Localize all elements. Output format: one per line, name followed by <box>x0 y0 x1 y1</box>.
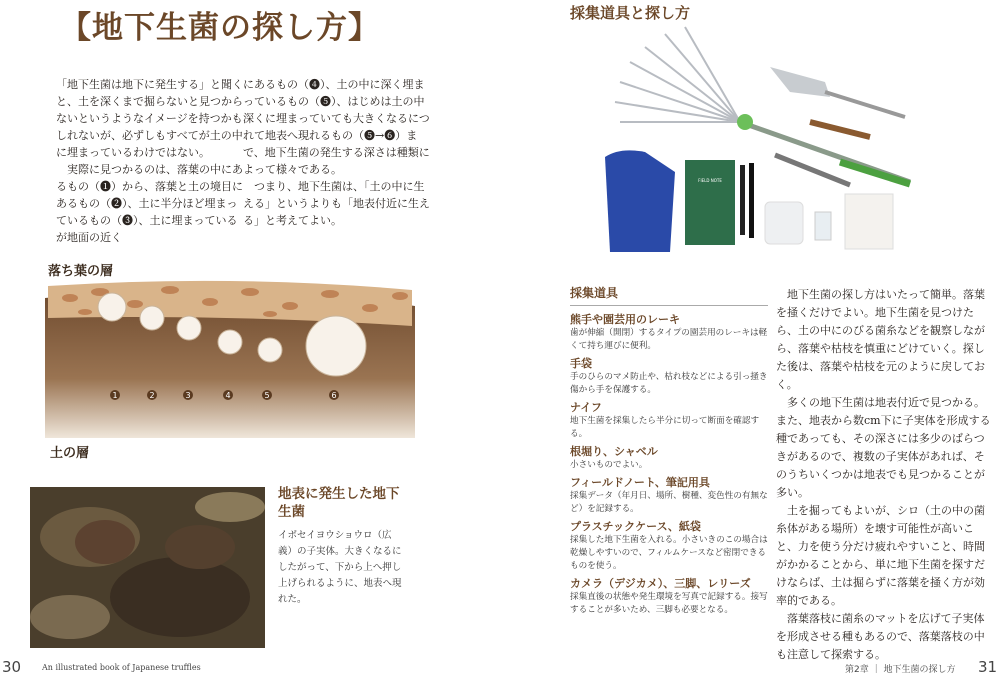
truffle-1 <box>98 293 126 321</box>
tool-desc: 手のひらのマメ防止や、枯れ枝などによる引っ掻き傷から手を保護する。 <box>570 372 768 395</box>
rake-icon <box>615 27 740 122</box>
marker-4: 4 <box>225 391 231 400</box>
running-title-right: 第2章 ｜ 地下生菌の探し方 <box>845 665 956 675</box>
truffle-5 <box>258 338 282 362</box>
paragraph: 「地下生菌は地下に発生する」と聞くと、土を深くまで掘らないと見つからないというようなイメージを持つかもしれないが、必ずしもすべてが土の中に埋まっているわけではない。 <box>56 78 243 159</box>
truffle-6 <box>306 316 366 376</box>
tool-item <box>570 356 768 397</box>
marker-6: 6 <box>331 391 337 400</box>
tool-item <box>570 312 768 353</box>
marker-3: 3 <box>185 391 191 400</box>
tool-item <box>570 519 768 573</box>
tools-photo <box>590 22 920 262</box>
photo-caption-text: イボセイヨウショウロ（広義）の子実体。大きくなるにしたがって、下から上へ押し上げられるように、地表へ現れた。 <box>278 530 402 605</box>
truffle-4 <box>218 330 242 354</box>
marker-5: 5 <box>264 391 270 400</box>
body-column-1 <box>56 76 244 246</box>
paragraph: にあるもの（❹）、土の中に深く埋まっているもの（❺）、はじめは土の中深くに埋まっていても大きくなるにつれて地表へ現れるもの（❺→❻）まで、地下生菌の発生する深さは種類によって様々である。 <box>243 78 430 176</box>
glove-icon <box>605 150 675 252</box>
tool-item <box>570 444 768 472</box>
paragraph: 落葉落枝に菌糸のマットを広げて子実体を形成させる種もあるので、落葉落枝の中も注意して探索する。 <box>776 612 985 661</box>
tools-heading: 採集道具 <box>570 286 768 306</box>
tools-list <box>570 286 768 620</box>
tool-desc: 歯が伸縮（開閉）するタイプの園芸用のレーキは軽くて持ち運びに便利。 <box>570 328 768 351</box>
truffle-2 <box>140 306 164 330</box>
tool-desc: 採集直後の状態や発生環境を写真で記録する。接写することが多いため、三脚も必要となる。 <box>570 592 768 615</box>
body-column-right <box>776 286 992 664</box>
body-column-2 <box>243 76 431 229</box>
notebook-label: FIELD NOTE <box>698 178 722 183</box>
root-digger-icon <box>810 122 870 137</box>
page-title: 【地下生菌の探し方】 <box>60 10 380 46</box>
paragraph: 多くの地下生菌は地表付近で見つかる。また、地表から数cm下に子実体を形成する種であっても、その深さには多少のばらつきがあるので、複数の子実体があれば、そのうちいくつかは地表でも見つかることが多い。 <box>776 396 991 499</box>
paragraph: 土を掘ってもよいが、シロ（土の中の菌糸体がある場所）を壊す可能性が高いこと、力を使う分だけ疲れやすいこと、時間がかかることから、単に地下生菌を探すだけならば、土は掘らずに落葉を掻く方が効率的である。 <box>776 504 985 607</box>
page-number-right: 31 <box>978 658 998 676</box>
photo-caption-title: 地表に発生した地下生菌 <box>278 486 400 520</box>
plastic-case-icon <box>765 202 803 244</box>
tool-item <box>570 400 768 441</box>
field-notebook <box>685 160 735 245</box>
tool-name: 根堀り、シャベル <box>570 445 658 458</box>
tool-item <box>570 475 768 516</box>
soil-layer-label: 土の層 <box>50 446 90 461</box>
tool-name: 手袋 <box>570 357 592 370</box>
section-title: 採集道具と探し方 <box>570 4 691 22</box>
pen-icon <box>740 165 745 235</box>
paragraph: 実際に見つかるのは、落葉の中にあるもの（❶）から、落葉と土の境目にあるもの（❷）、土に半分ほど埋まっているもの（❸）、土に埋まっているが地面の近く <box>56 163 243 244</box>
tool-desc: 小さいものでよい。 <box>570 460 648 470</box>
running-title-left: An illustrated book of Japanese truffles <box>42 663 201 672</box>
tool-desc: 採集した地下生菌を入れる。小さいきのこの場合は乾燥しやすいので、フィルムケースなど密閉できるものを使う。 <box>570 535 768 571</box>
page-number-left: 30 <box>2 658 22 676</box>
trowel-icon <box>770 67 830 97</box>
tool-name: プラスチックケース、紙袋 <box>570 520 701 533</box>
tool-name: 熊手や園芸用のレーキ <box>570 313 680 326</box>
truffle-photo <box>30 487 265 648</box>
paragraph: つまり、地下生菌は、「土の中に生える」というよりも「地表付近に生える」と考えてよい。 <box>243 180 430 227</box>
tool-desc: 地下生菌を採集したら半分に切って断面を確認する。 <box>570 416 760 439</box>
marker-2: 2 <box>149 391 155 400</box>
film-case-icon <box>815 212 831 240</box>
paragraph: 地下生菌の探し方はいたって簡単。落葉を掻くだけでよい。地下生菌を見つけたら、土の中にのびる菌糸などを観察しながら、落葉や枯枝を慎重にどけていく。探した後は、落葉や枯枝を元のように戻しておく。 <box>776 288 985 391</box>
soil-diagram <box>40 278 420 438</box>
tool-item <box>570 576 768 617</box>
pen-icon <box>749 163 754 238</box>
truffle-3 <box>177 316 201 340</box>
tool-desc: 採集データ（年月日、場所、樹種、変色性の有無など）を記録する。 <box>570 491 768 514</box>
paper-bag-icon <box>845 194 893 249</box>
marker-1: 1 <box>112 391 118 400</box>
leaf-layer-label: 落ち葉の層 <box>48 264 114 279</box>
tool-name: ナイフ <box>570 401 602 414</box>
tool-name: カメラ（デジカメ）、三脚、レリーズ <box>570 577 751 590</box>
tool-name: フィールドノート、筆記用具 <box>570 476 710 489</box>
